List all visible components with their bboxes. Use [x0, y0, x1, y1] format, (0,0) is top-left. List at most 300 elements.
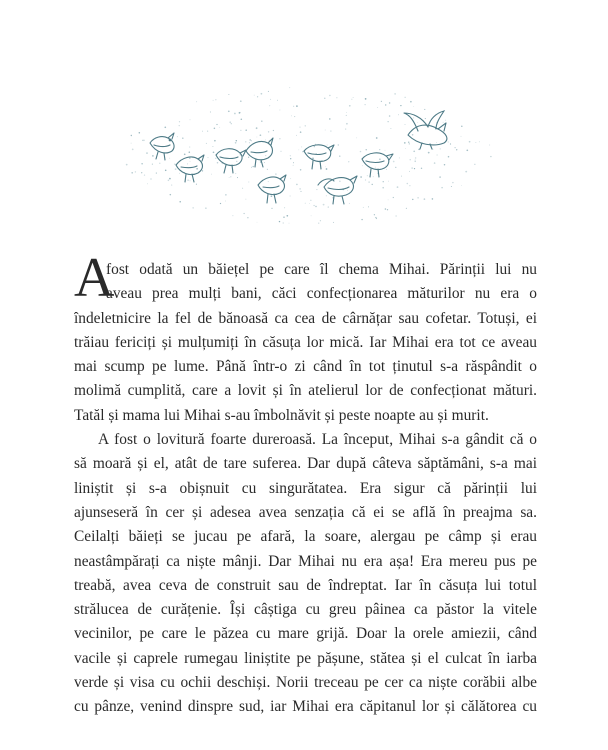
snow-dot: [443, 122, 444, 123]
snow-dot: [165, 170, 167, 172]
snow-dot: [265, 155, 266, 156]
snow-dot: [389, 102, 390, 103]
snow-dot: [135, 171, 136, 172]
snow-dot: [349, 105, 351, 107]
snow-dot: [170, 194, 172, 196]
snow-dot: [242, 188, 243, 189]
snow-dot: [363, 207, 364, 208]
snow-dot: [222, 163, 223, 164]
snow-dot: [368, 206, 369, 207]
snow-dot: [413, 150, 415, 152]
snow-dot: [412, 199, 413, 200]
snow-dot: [385, 166, 386, 167]
snow-dot: [270, 99, 271, 100]
snow-dot: [396, 215, 397, 216]
snow-dot: [196, 168, 198, 170]
snow-dot: [349, 203, 350, 204]
snow-dot: [368, 181, 369, 182]
snow-dot: [230, 176, 231, 177]
snow-dot: [437, 154, 438, 155]
snow-dot: [214, 140, 216, 142]
snow-dot: [213, 151, 215, 153]
snow-dot: [301, 146, 302, 147]
birds-group: [150, 111, 447, 204]
snow-dot: [241, 118, 243, 120]
snow-dot: [329, 95, 330, 96]
snow-dot: [389, 156, 390, 157]
snow-dot: [444, 164, 445, 165]
snow-dot: [257, 222, 258, 223]
snow-dot: [269, 105, 270, 106]
snow-dot: [296, 105, 298, 107]
snow-dot: [345, 129, 346, 130]
snow-dot: [388, 181, 389, 182]
text-line: treabă, avea ceva de construit sau de îndreptat. Iar în căsuța lui totul: [74, 576, 537, 594]
snow-dot: [316, 153, 317, 154]
snow-dot: [261, 93, 263, 95]
snow-dot: [168, 180, 170, 182]
snow-dot: [283, 222, 284, 223]
snow-dot: [175, 168, 177, 170]
snow-dot: [436, 142, 437, 143]
snow-dot: [244, 213, 245, 214]
snow-dot: [312, 157, 314, 159]
snow-dot: [365, 179, 366, 180]
snow-dot: [367, 175, 368, 176]
snow-dot: [302, 151, 303, 152]
snow-dot: [454, 147, 455, 148]
bird-flying: [404, 111, 447, 149]
snow-dot: [365, 98, 367, 100]
bird-5: [258, 175, 286, 203]
snow-dot: [298, 150, 299, 151]
snow-dot: [240, 100, 242, 102]
drop-cap: A: [74, 247, 115, 309]
snow-dot: [441, 187, 443, 189]
snow-dot: [394, 93, 396, 95]
snow-dot: [400, 105, 401, 106]
snow-dot: [284, 207, 285, 208]
text-line: molimă cumplită, care a lovit și în atelierul lor de confecționat mături.: [74, 382, 537, 400]
snow-dot: [330, 131, 331, 132]
snow-dot: [279, 221, 280, 222]
snow-dot: [415, 157, 416, 158]
story-text: [74, 247, 537, 720]
text-line: cu pânze, venind dinspre sud, iar Mihai era căpitanul lor și călătorea cu: [74, 698, 537, 716]
snow-dot: [390, 128, 391, 129]
snow-dot: [405, 97, 406, 98]
snow-dot: [187, 179, 188, 180]
paragraph-2: [74, 428, 537, 720]
snow-dot: [189, 147, 190, 148]
snow-dot: [356, 137, 357, 138]
snow-dot: [329, 118, 330, 119]
snow-dot: [283, 216, 285, 218]
snow-dot: [346, 115, 347, 116]
snow-dot: [366, 149, 367, 150]
snow-dot: [385, 104, 386, 105]
snow-dot: [139, 132, 141, 134]
snow-dot: [294, 116, 295, 117]
snow-dot: [323, 204, 325, 206]
snow-dot: [190, 180, 191, 181]
text-line: îndeletnicire la fel de bănoasă ca cea de cârnățar sau cofetar. Totuși, ei: [74, 309, 537, 327]
snow-dot: [214, 128, 216, 130]
snow-dot: [207, 131, 208, 132]
text-line: neastâmpărați ca niște mânji. Dar Mihai nu era așa! Era mereu pus pe: [74, 552, 537, 570]
snow-dot: [347, 190, 348, 191]
snow-dot: [271, 195, 273, 197]
snow-dot: [225, 201, 226, 202]
birds-illustration: [118, 75, 498, 230]
snow-dot: [251, 167, 252, 168]
snow-dot: [399, 157, 400, 158]
snow-dot: [412, 168, 413, 169]
snow-dot: [236, 161, 237, 162]
snow-dot: [352, 99, 353, 100]
snow-dot: [290, 158, 291, 159]
snow-dot: [490, 156, 491, 157]
snow-dot: [273, 130, 274, 131]
snow-dot: [314, 146, 316, 148]
snow-dot: [152, 164, 153, 165]
snow-dot: [425, 118, 426, 119]
snow-dot: [143, 139, 145, 141]
snow-dot: [382, 187, 384, 189]
snow-dot: [397, 186, 399, 188]
snow-dot: [182, 137, 184, 139]
snow-dot: [210, 112, 211, 113]
snow-dot: [248, 182, 249, 183]
snow-dot: [474, 164, 475, 165]
snow-dot: [301, 191, 302, 192]
text-line: să moară și el, atât de tare suferea. Dar după câteva săptămâni, s-a mai: [74, 455, 537, 473]
snow-dot: [386, 169, 387, 170]
snow-dot: [361, 219, 362, 220]
snow-dot: [268, 181, 269, 182]
text-line: liniștit și s-a obișnuit cu singurătatea. Era sigur că părinții lui: [74, 479, 537, 497]
snow-dot: [164, 126, 166, 128]
snow-dot: [398, 114, 399, 115]
snow-dot: [379, 149, 380, 150]
snow-dot: [225, 194, 226, 195]
snow-dot: [184, 153, 186, 155]
snow-dot: [376, 137, 378, 139]
snow-dot: [381, 101, 382, 102]
snow-dot: [387, 209, 388, 210]
snow-dot: [235, 173, 236, 174]
snow-dot: [434, 162, 436, 164]
snow-dot: [190, 119, 191, 120]
snow-dot: [193, 207, 194, 208]
snow-dot: [299, 188, 301, 190]
snow-dot: [395, 167, 396, 168]
snow-dot: [229, 121, 231, 123]
snow-dot: [179, 121, 180, 122]
snow-dot: [333, 222, 334, 223]
paragraph-1: [74, 258, 537, 428]
snow-dot: [264, 162, 265, 163]
snow-dot: [389, 115, 391, 117]
snow-dot: [388, 121, 389, 122]
snow-dot: [239, 112, 240, 113]
snow-dot: [466, 149, 468, 151]
snow-dot: [476, 142, 477, 143]
snow-dot: [318, 223, 319, 224]
snow-dot: [440, 148, 441, 149]
snow-dot: [146, 152, 147, 153]
text-line: aveau prea mulți bani, căci confecționarea măturilor nu era o: [106, 285, 537, 303]
snow-dot: [126, 164, 128, 166]
snow-dot: [169, 178, 171, 180]
snow-dot: [275, 173, 276, 174]
snow-dot: [231, 123, 232, 124]
bird-3: [216, 149, 246, 173]
snow-dot: [268, 91, 269, 92]
snow-dot: [300, 127, 301, 128]
snow-dot: [316, 189, 317, 190]
snow-dot: [300, 131, 302, 133]
snow-dot: [213, 100, 214, 101]
text-line: Tatăl și mama lui Mihai s-au îmbolnăvit și peste noapte au și murit.: [74, 406, 489, 424]
snow-dot: [448, 141, 449, 142]
snow-dot: [388, 199, 389, 200]
snow-dot: [313, 205, 314, 206]
snow-dot: [256, 127, 258, 129]
snow-dots: [126, 87, 492, 223]
snow-dot: [336, 97, 337, 98]
snow-dot: [412, 134, 414, 136]
snow-dot: [311, 215, 312, 216]
snow-dot: [260, 134, 262, 136]
snow-dot: [229, 177, 230, 178]
snow-dot: [324, 98, 325, 99]
snow-dot: [240, 130, 241, 131]
snow-dot: [348, 161, 349, 162]
snow-dot: [279, 138, 280, 139]
snow-dot: [220, 203, 221, 204]
snow-dot: [461, 125, 463, 127]
snow-dot: [246, 199, 247, 200]
snow-dot: [362, 165, 363, 166]
snow-dot: [373, 176, 374, 177]
snow-dot: [245, 129, 247, 131]
snow-dot: [249, 139, 250, 140]
snow-dot: [179, 125, 180, 126]
snow-dot: [346, 112, 347, 113]
snow-dot: [248, 157, 249, 158]
snow-dot: [433, 149, 434, 150]
snow-dot: [271, 208, 272, 209]
snow-dot: [353, 97, 354, 98]
snow-dot: [489, 145, 490, 146]
snow-dot: [296, 135, 297, 136]
snow-dot: [289, 87, 290, 88]
snow-dot: [293, 106, 294, 107]
snow-dot: [339, 181, 341, 183]
snow-dot: [393, 161, 395, 163]
snow-dot: [141, 172, 142, 173]
snow-dot: [417, 197, 419, 199]
snow-dot: [216, 124, 217, 125]
snow-dot: [290, 178, 291, 179]
snow-dot: [413, 106, 414, 107]
text-line: vacile și caprele rumegau liniștite pe pășune, stătea și el culcat în iarba: [74, 649, 537, 667]
snow-dot: [320, 220, 321, 221]
snow-dot: [177, 136, 178, 137]
snow-dot: [450, 143, 451, 144]
snow-dot: [374, 214, 375, 215]
snow-dot: [245, 141, 246, 142]
snow-dot: [461, 136, 462, 137]
snow-dot: [196, 101, 197, 102]
snow-dot: [326, 168, 328, 170]
snow-dot: [189, 158, 190, 159]
snow-dot: [141, 163, 142, 164]
snow-dot: [293, 162, 294, 163]
snow-dot: [249, 142, 250, 143]
snow-dot: [415, 161, 416, 162]
snow-dot: [253, 166, 254, 167]
snow-dot: [257, 96, 258, 97]
snow-dot: [415, 160, 416, 161]
snow-dot: [169, 158, 170, 159]
snow-dot: [469, 141, 471, 143]
bird-2: [176, 155, 204, 182]
snow-dot: [456, 149, 457, 150]
snow-dot: [300, 169, 302, 171]
snow-dot: [421, 168, 422, 169]
snow-dot: [414, 168, 415, 169]
snow-dot: [385, 208, 387, 210]
snow-dot: [279, 110, 280, 111]
snow-dot: [280, 151, 281, 152]
snow-dot: [142, 140, 143, 141]
snow-dot: [360, 151, 362, 153]
snow-dot: [407, 183, 409, 185]
snow-dot: [439, 176, 441, 178]
snow-dot: [417, 122, 418, 123]
snow-dot: [251, 140, 252, 141]
snow-dot: [338, 144, 339, 145]
snow-dot: [190, 161, 191, 162]
snow-dot: [277, 100, 278, 101]
snow-dot: [212, 146, 213, 147]
snow-dot: [432, 198, 434, 200]
snow-dot: [228, 110, 230, 112]
bird-4: [246, 138, 273, 167]
snow-dot: [219, 127, 220, 128]
snow-dot: [406, 208, 407, 209]
snow-dot: [409, 171, 410, 172]
snow-dot: [257, 137, 258, 138]
text-line: ajunseseră în cer și adesea avea senzația că ei se află în preajma sa.: [74, 503, 537, 521]
snow-dot: [310, 200, 311, 201]
snow-dot: [174, 163, 175, 164]
snow-dot: [375, 167, 376, 168]
snow-dot: [237, 177, 238, 178]
snow-dot: [296, 184, 298, 186]
snow-dot: [404, 142, 406, 144]
snow-dot: [339, 156, 340, 157]
snow-dot: [228, 94, 229, 95]
snow-dot: [150, 178, 151, 179]
snow-dot: [404, 124, 405, 125]
snow-dot: [208, 157, 209, 158]
snow-dot: [410, 101, 412, 103]
snow-dot: [326, 195, 327, 196]
snow-dot: [290, 195, 291, 196]
snow-dot: [268, 131, 269, 132]
text-line: trăiau fericiți și mulțumiți în căsuța lor mică. Iar Mihai era tot ce aveau: [74, 333, 537, 351]
text-line: fost odată un băiețel pe care îl chema Mihai. Părinții lui nu: [106, 261, 537, 278]
snow-dot: [291, 116, 292, 117]
snow-dot: [410, 159, 411, 160]
snow-dot: [379, 158, 380, 159]
snow-dot: [215, 99, 216, 100]
text-line: verde și visa cu ochii deschiși. Norii treceau pe cer ca niște corăbii albe: [74, 674, 537, 692]
snow-dot: [235, 142, 237, 144]
text-line: A fost o lovitură foarte dureroasă. La început, Mihai s-a gândit că o: [98, 431, 537, 449]
snow-dot: [448, 156, 450, 158]
snow-dot: [206, 143, 207, 144]
snow-dot: [232, 215, 233, 216]
snow-dot: [131, 172, 133, 174]
snow-dot: [364, 104, 365, 105]
snow-dot: [196, 184, 197, 185]
snow-dot: [144, 175, 145, 176]
snow-dot: [413, 117, 414, 118]
snow-dot: [132, 149, 134, 151]
snow-dot: [360, 176, 362, 178]
snow-dot: [131, 143, 132, 144]
snow-dot: [409, 185, 410, 186]
snow-dot: [179, 173, 180, 174]
snow-dot: [451, 186, 452, 187]
snow-dot: [445, 120, 446, 121]
snow-dot: [156, 173, 157, 174]
snow-dot: [405, 148, 406, 149]
text-line: vecinilor, pe care le păzea cu mare grijă. Doar la orele amiezii, când: [74, 625, 537, 643]
snow-dot: [372, 184, 373, 185]
snow-dot: [261, 120, 263, 122]
snow-dot: [152, 155, 154, 157]
snow-dot: [189, 151, 191, 153]
snow-dot: [385, 150, 386, 151]
snow-dot: [377, 107, 378, 108]
snow-dot: [401, 176, 402, 177]
snow-dot: [290, 155, 291, 156]
snow-dot: [211, 174, 212, 175]
snow-dot: [393, 197, 394, 198]
snow-dot: [424, 198, 426, 200]
snow-dot: [147, 183, 148, 184]
snow-dot: [309, 203, 310, 204]
snow-dot: [305, 125, 306, 126]
snow-dot: [376, 218, 377, 219]
snow-dot: [461, 185, 462, 186]
snow-dot: [265, 140, 266, 141]
snow-dot: [383, 181, 384, 182]
snow-dot: [202, 170, 203, 171]
snow-dot: [452, 182, 453, 183]
snow-dot: [327, 145, 328, 146]
snow-dot: [202, 131, 203, 132]
snow-dot: [479, 141, 480, 142]
snow-dot: [315, 206, 316, 207]
snow-dot: [217, 162, 219, 164]
snow-dot: [236, 140, 237, 141]
